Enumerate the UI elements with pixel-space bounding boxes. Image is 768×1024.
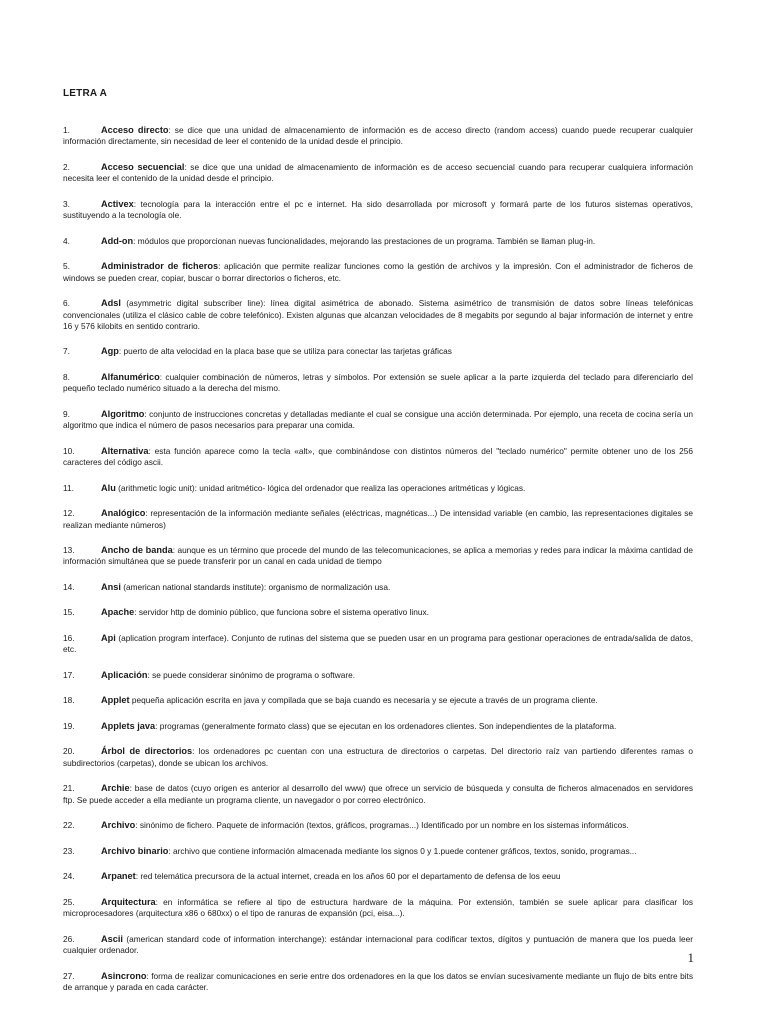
- entry-separator: :: [155, 720, 158, 731]
- entry-term: Acceso directo: [101, 125, 169, 135]
- entry-term: Alu: [101, 482, 116, 493]
- glossary-entry: [63, 846, 693, 857]
- entry-term: Archivo: [101, 820, 136, 831]
- entry-number: 2.: [63, 161, 70, 172]
- entry-separator: :: [129, 783, 132, 794]
- entry-definition: se puede considerar sinónimo de programa o software.: [149, 669, 356, 680]
- entry-definition: (asymmetric digital subscriber line): línea digital asimétrica de abonado. Sistema asimétrico de transmisión de datos sobre líneas telefónicas convencionales (utiliza el clásico cable de cobre telefónico). Existen algunas que alcanzan velocidades de 8 megabits por segundo al bajar información de internet y entre 16 y 576 kilobits en sentido contrario.: [63, 298, 693, 331]
- entry-definition: aunque es un término que procede del mundo de las telecomunicaciones, se aplica a memorias y redes para indicar la máxima cantidad de información simultánea que se puede transferir por un canal en cada unidad de tiempo: [63, 545, 693, 567]
- glossary-entry: [63, 820, 693, 831]
- entry-number: 21.: [63, 783, 75, 794]
- entry-definition: (american national standards institute): organismo de normalización usa.: [120, 581, 391, 592]
- entry-number: 10.: [63, 445, 75, 456]
- glossary-entry: [63, 162, 693, 185]
- entry-definition: esta función aparece como la tecla «alt», que combinándose con distintos números del "teclado numérico" permite obtener uno de los 256 caracteres del código ascii.: [63, 445, 693, 468]
- glossary-entry: [63, 199, 693, 222]
- entry-separator: :: [147, 669, 150, 680]
- entry-term: Analógico: [101, 508, 146, 519]
- entry-definition: representación de la información mediante señales (eléctricas, magnéticas...) De intensidad variable (en cambio, las representaciones digitales se realizan mediante números): [63, 508, 693, 530]
- glossary-entry: [63, 346, 693, 357]
- glossary-entry: [63, 695, 693, 706]
- entry-term: Algoritmo: [101, 408, 145, 419]
- entry-number: 16.: [63, 632, 75, 643]
- entry-definition: forma de realizar comunicaciones en serie entre dos ordenadores en la que los datos se envían sucesivamente mediante un flujo de bits entre bits de arranque y parada en cada carácter.: [63, 970, 693, 992]
- glossary-entry: [63, 508, 693, 531]
- glossary-entry: [63, 871, 693, 882]
- entry-number: 15.: [63, 607, 75, 618]
- entry-separator: :: [184, 161, 187, 172]
- entry-definition: cualquier combinación de números, letras y símbolos. Por extensión se suele aplicar a la parte izquierda del teclado para diferenciarlo del pequeño teclado numérico situado a la derecha del mismo.: [63, 371, 693, 394]
- entry-term: Activex: [101, 198, 134, 209]
- entry-definition: pequeña aplicación escrita en java y compilada que se baja cuando es necesaria y se ejecute a través de un programa cliente.: [129, 695, 598, 706]
- entry-number: 17.: [63, 669, 75, 680]
- entry-definition: programas (generalmente formato class) que se ejecutan en los ordenadores clientes. Son independientes de la plataforma.: [157, 720, 617, 731]
- entry-definition: en informática se refiere al tipo de estructura hardware de la máquina. Por extensión, también se suele aplicar para clasificar los microprocesadores (arquitectura x86 o 680xx) o el tipo de ranuras de expansión (pci, eisa...).: [63, 896, 693, 919]
- entry-definition: tecnología para la interacción entre el pc e internet. Ha sido desarrollada por microsoft y formará parte de los futuros sistemas operativos, sustituyendo a la tecnología ole.: [63, 198, 693, 221]
- entry-term: Agp: [101, 346, 119, 357]
- glossary-entry: [63, 125, 693, 148]
- glossary-entry: [63, 261, 693, 284]
- entry-definition: se dice que una unidad de almacenamiento de información es de acceso secuencial cuando para recuperar cualquiera información necesita leer el contenido de la unidad desde el principio.: [63, 161, 693, 184]
- entry-term: Alfanumérico: [101, 371, 160, 382]
- glossary-entry: [63, 545, 693, 568]
- entry-term: Ascii: [101, 933, 123, 944]
- entry-definition: servidor http de dominio público, que funciona sobre el sistema operativo linux.: [136, 607, 429, 618]
- entry-separator: :: [133, 198, 136, 209]
- entry-separator: :: [218, 261, 221, 272]
- entry-number: 20.: [63, 746, 75, 757]
- entry-separator: :: [134, 607, 137, 618]
- entry-number: 14.: [63, 581, 75, 592]
- entry-number: 3.: [63, 198, 70, 209]
- entry-term: Árbol de directorios: [101, 746, 193, 757]
- entry-number: 1.: [63, 125, 70, 135]
- glossary-entry: [63, 236, 693, 247]
- glossary-entry: [63, 298, 693, 332]
- glossary-entry: [63, 582, 693, 593]
- glossary-entry: [63, 670, 693, 681]
- entry-separator: :: [159, 371, 163, 382]
- entry-term: Applets java: [101, 720, 156, 731]
- entry-definition: se dice que una unidad de almacenamiento de información es de acceso directo (random access) cuando puede recuperar cualquier información directamente, sin necesidad de leer el contenido de la unidad desde el principio.: [63, 125, 693, 147]
- entry-separator: :: [135, 820, 138, 831]
- entry-term: Adsl: [101, 298, 121, 309]
- glossary-entry: [63, 721, 693, 732]
- entry-term: Add-on: [101, 235, 134, 246]
- glossary-entry: [63, 897, 693, 920]
- entry-term: Apache: [101, 607, 135, 618]
- entry-term: Aplicación: [101, 669, 148, 680]
- glossary-entry: [63, 971, 693, 994]
- entry-definition: archivo que contiene información almacenada mediante los signos 0 y 1.puede contener gráficos, textos, sonido, programas...: [170, 845, 637, 856]
- entry-term: Ansi: [101, 581, 121, 592]
- entry-definition: conjunto de instrucciones concretas y detalladas mediante el cual se consigue una acción determinada. Por ejemplo, una receta de cocina sería un algoritmo que indica el número de pasos necesarios para preparar una comida.: [63, 408, 693, 431]
- page-title: LETRA A: [63, 88, 107, 99]
- page-number: 1: [687, 950, 694, 965]
- entry-separator: :: [133, 235, 136, 246]
- entry-separator: :: [145, 508, 148, 519]
- entry-number: 4.: [63, 235, 70, 246]
- entry-separator: :: [144, 408, 147, 419]
- glossary-entry: [63, 746, 693, 769]
- glossary-entry: [63, 446, 693, 469]
- entry-separator: :: [172, 545, 176, 556]
- entry-separator: :: [155, 896, 158, 907]
- entry-term: Ancho de banda: [101, 545, 173, 556]
- entry-number: 8.: [63, 371, 70, 382]
- entry-term: Arpanet: [101, 871, 136, 882]
- entry-term: Asincrono: [101, 970, 147, 981]
- entry-term: Arquitectura: [101, 896, 156, 907]
- entry-term: Administrador de ficheros: [101, 261, 219, 272]
- entry-separator: :: [118, 346, 122, 357]
- entry-definition: base de datos (cuyo origen es anterior al desarrollo del www) que ofrece un servicio de búsqueda y consulta de ficheros almacenados en servidores ftp. Se puede acceder a ella mediante un programa cliente, un navegador o por correo electrónico.: [63, 783, 693, 805]
- entry-number: 7.: [63, 346, 70, 357]
- glossary-entry: [63, 372, 693, 395]
- entry-separator: :: [168, 845, 171, 856]
- entry-number: 24.: [63, 871, 75, 882]
- entry-separator: :: [148, 445, 151, 456]
- entry-definition: (american standard code of information interchange): estándar internacional para codificar textos, dígitos y puntuación de manera que los pueda leer cualquier ordenador.: [63, 933, 693, 955]
- entry-definition: red telemática precursora de la actual internet, creada en los años 60 por el departamento de defensa de los eeuu: [138, 871, 561, 882]
- entry-term: Api: [101, 632, 116, 643]
- entry-separator: :: [168, 125, 171, 135]
- entry-term: Applet: [101, 695, 130, 706]
- entry-definition: (aplication program interface). Conjunto de rutinas del sistema que se pueden usar en un programa para gestionar operaciones de entrada/salida de datos, etc.: [63, 632, 693, 655]
- entry-number: 27.: [63, 970, 75, 981]
- entry-definition: (arithmetic logic unit): unidad aritmético- lógica del ordenador que realiza las operaciones aritméticas y lógicas.: [115, 482, 526, 493]
- glossary-list: [63, 125, 693, 1007]
- entry-number: 25.: [63, 896, 75, 907]
- entry-number: 9.: [63, 408, 70, 419]
- entry-definition: sinónimo de fichero. Paquete de información (textos, gráficos, programas...) Identificado por un nombre en los sistemas informáticos.: [137, 820, 629, 831]
- entry-separator: :: [192, 746, 195, 757]
- entry-definition: aplicación que permite realizar funciones como la gestión de archivos y la impresión. Con el administrador de ficheros de windows se pueden crear, copiar, buscar o borrar directorios o ficheros, etc.: [63, 261, 693, 283]
- entry-term: Acceso secuencial: [101, 161, 185, 172]
- glossary-entry: [63, 483, 693, 494]
- glossary-entry: [63, 633, 693, 656]
- glossary-entry: [63, 934, 693, 957]
- entry-number: 19.: [63, 720, 75, 731]
- glossary-entry: [63, 607, 693, 618]
- entry-number: 22.: [63, 820, 75, 831]
- entry-definition: los ordenadores pc cuentan con una estructura de directorios o carpetas. Del directorio raíz van partiendo diferentes ramas o subdirectorios (carpetas), donde se ubican los archivos.: [63, 746, 693, 768]
- entry-term: Alternativa: [101, 445, 149, 456]
- glossary-entry: [63, 409, 693, 432]
- entry-separator: :: [135, 871, 139, 882]
- entry-number: 13.: [63, 545, 75, 556]
- entry-number: 11.: [63, 482, 74, 493]
- entry-number: 6.: [63, 298, 70, 309]
- entry-number: 5.: [63, 261, 70, 272]
- entry-number: 12.: [63, 508, 75, 519]
- entry-term: Archie: [101, 783, 130, 794]
- entry-term: Archivo binario: [101, 845, 169, 856]
- entry-number: 23.: [63, 845, 75, 856]
- entry-number: 26.: [63, 933, 75, 944]
- entry-definition: puerto de alta velocidad en la placa base que se utiliza para conectar las tarjetas gráficas: [121, 346, 452, 357]
- entry-separator: :: [146, 970, 149, 981]
- entry-number: 18.: [63, 695, 75, 706]
- entry-definition: módulos que proporcionan nuevas funcionalidades, mejorando las prestaciones de un programa. También se llaman plug-in.: [135, 235, 596, 246]
- glossary-entry: [63, 783, 693, 806]
